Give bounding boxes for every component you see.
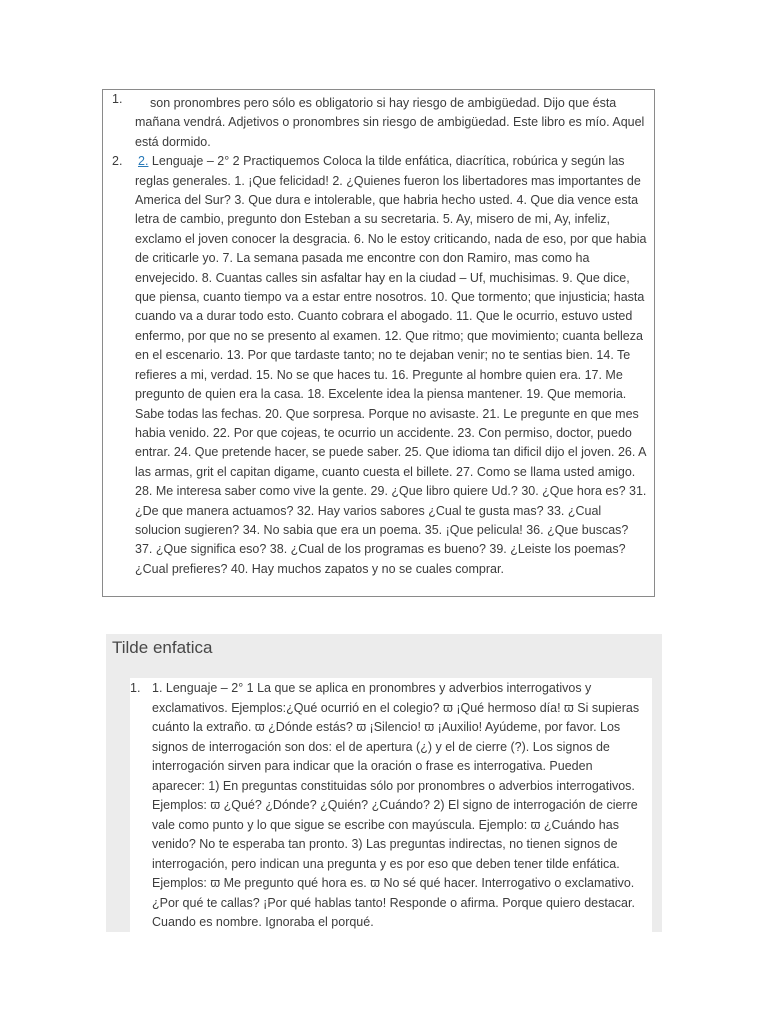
section-title: Tilde enfatica — [112, 638, 213, 657]
list-item — [130, 678, 652, 932]
list-item-text: son pronombres pero sólo es obligatorio si hay riesgo de ambigüedad. Dijo que ésta mañana vendrá. Adjetivos o pronombres sin riesgo de ambigüedad. Este libro es mío. Aquel está dormido. — [135, 96, 645, 149]
list-item-text: 1. Lenguaje – 2° 1 La que se aplica en pronombres y adverbios interrogativos y exclamativos. Ejemplos:¿Qué ocurrió en el colegio? ϖ ¡Qué hermoso día! ϖ Si supieras cuánto la extraño. ϖ ¿Dónde estás? ϖ ¡Silencio! ϖ ¡Auxilio! Ayúdeme, por favor. Los signos de interrogación son dos: el de apertura (¿) y el de cierre (?). Los signos de interrogación sirven para indicar que la oración o frase es interrogativa. Pueden aparecer: 1) En preguntas constituidas sólo por pronombres o adverbios interrogativos. Ejemplos: ϖ ¿Qué? ¿Dónde? ¿Quién? ¿Cuándo? 2) El signo de interrogación de cierre vale como punto y lo que sigue se escribe con mayúscula. Ejemplo: ϖ ¿Cuándo has venido? No te esperaba tan pronto. 3) Las preguntas indirectas, no tienen signos de interrogación, pero indican una pregunta y es por eso que deben tener tilde enfática. Ejemplos: ϖ Me pregunto qué hora es. ϖ No sé qué hacer. Interrogativo o exclamativo. ¿Por qué te callas? ¡Por qué hablas tanto! Responde o afirma. Porque quiero destacar. Cuando es nombre. Ignoraba el porqué. — [152, 681, 640, 929]
exercise-box — [102, 89, 655, 597]
list-item — [103, 152, 654, 579]
tilde-section — [106, 634, 662, 932]
list-item-number: 1. — [130, 681, 141, 695]
list-item — [103, 90, 654, 152]
section-list — [130, 678, 652, 932]
list-item-text: Lenguaje – 2° 2 Practiquemos Coloca la tilde enfática, diacrítica, robúrica y según las reglas generales. 1. ¡Que felicidad! 2. ¿Quienes fueron los libertadores mas importantes de America del Sur? 3. Que dura e intolerable, que habria hecho usted. 4. Que dia vence esta letra de cambio, pregunto don Esteban a su secretaria. 5. Ay, misero de mi, Ay, infeliz, exclamo el joven conocer la desgracia. 6. No le estoy criticando, nada de eso, por que habia de criticarle yo. 7. La semana pasada me encontre con don Ramiro, mas como ha envejecido. 8. Cuantas calles sin asfaltar hay en la ciudad – Uf, muchisimas. 9. Que dice, que piensa, cuanto tiempo va a estar entre nosotros. 10. Que tormento; que injusticia; hasta cuando va a durar todo esto. Cuanto cobrara el abogado. 11. Que le ocurrio, estuvo usted enfermo, por que no se presento al examen. 12. Que ritmo; que movimiento; cuanta belleza en el escenario. 13. Por que tardaste tanto; no te dejaban venir; no te sentias bien. 14. Te refieres a mi, verdad. 15. No se que haces tu. 16. Pregunte al hombre quien era. 17. Me pregunto de quien era la casa. 18. Excelente idea la piensa mantener. 19. Que memoria. Sabe todas las fechas. 20. Que sorpresa. Porque no avisaste. 21. Le pregunte en que mes habia venido. 22. Por que cojeas, te ocurrio un accidente. 23. Con permiso, doctor, puedo entrar. 24. Que pretende hacer, se puede saber. 25. Que idioma tan dificil dijo el joven. 26. A las armas, grit el capitan digame, cuanto cuesta el billete. 27. Como se llama usted amigo. 28. Me interesa saber como vive la gente. 29. ¿Que libro quiere Ud.? 30. ¿Que hora es? 31. ¿De que manera actuamos? 32. Hay varios sabores ¿Cual te gusta mas? 33. ¿Cual solucion sugieren? 34. No sabia que era un poema. 35. ¡Que pelicula! 36. ¿Que buscas? 37. ¿Que significa eso? 38. ¿Cual de los programas es bueno? 39. ¿Leiste los poemas? ¿Cual prefieres? 40. Hay muchos zapatos y no se cuales comprar. — [135, 154, 647, 576]
exercise-list — [103, 90, 654, 579]
list-item-number: 1. — [112, 92, 123, 106]
list-item-number: 2. — [112, 154, 123, 169]
item-link[interactable]: 2. — [138, 154, 149, 169]
section-body — [130, 678, 652, 932]
